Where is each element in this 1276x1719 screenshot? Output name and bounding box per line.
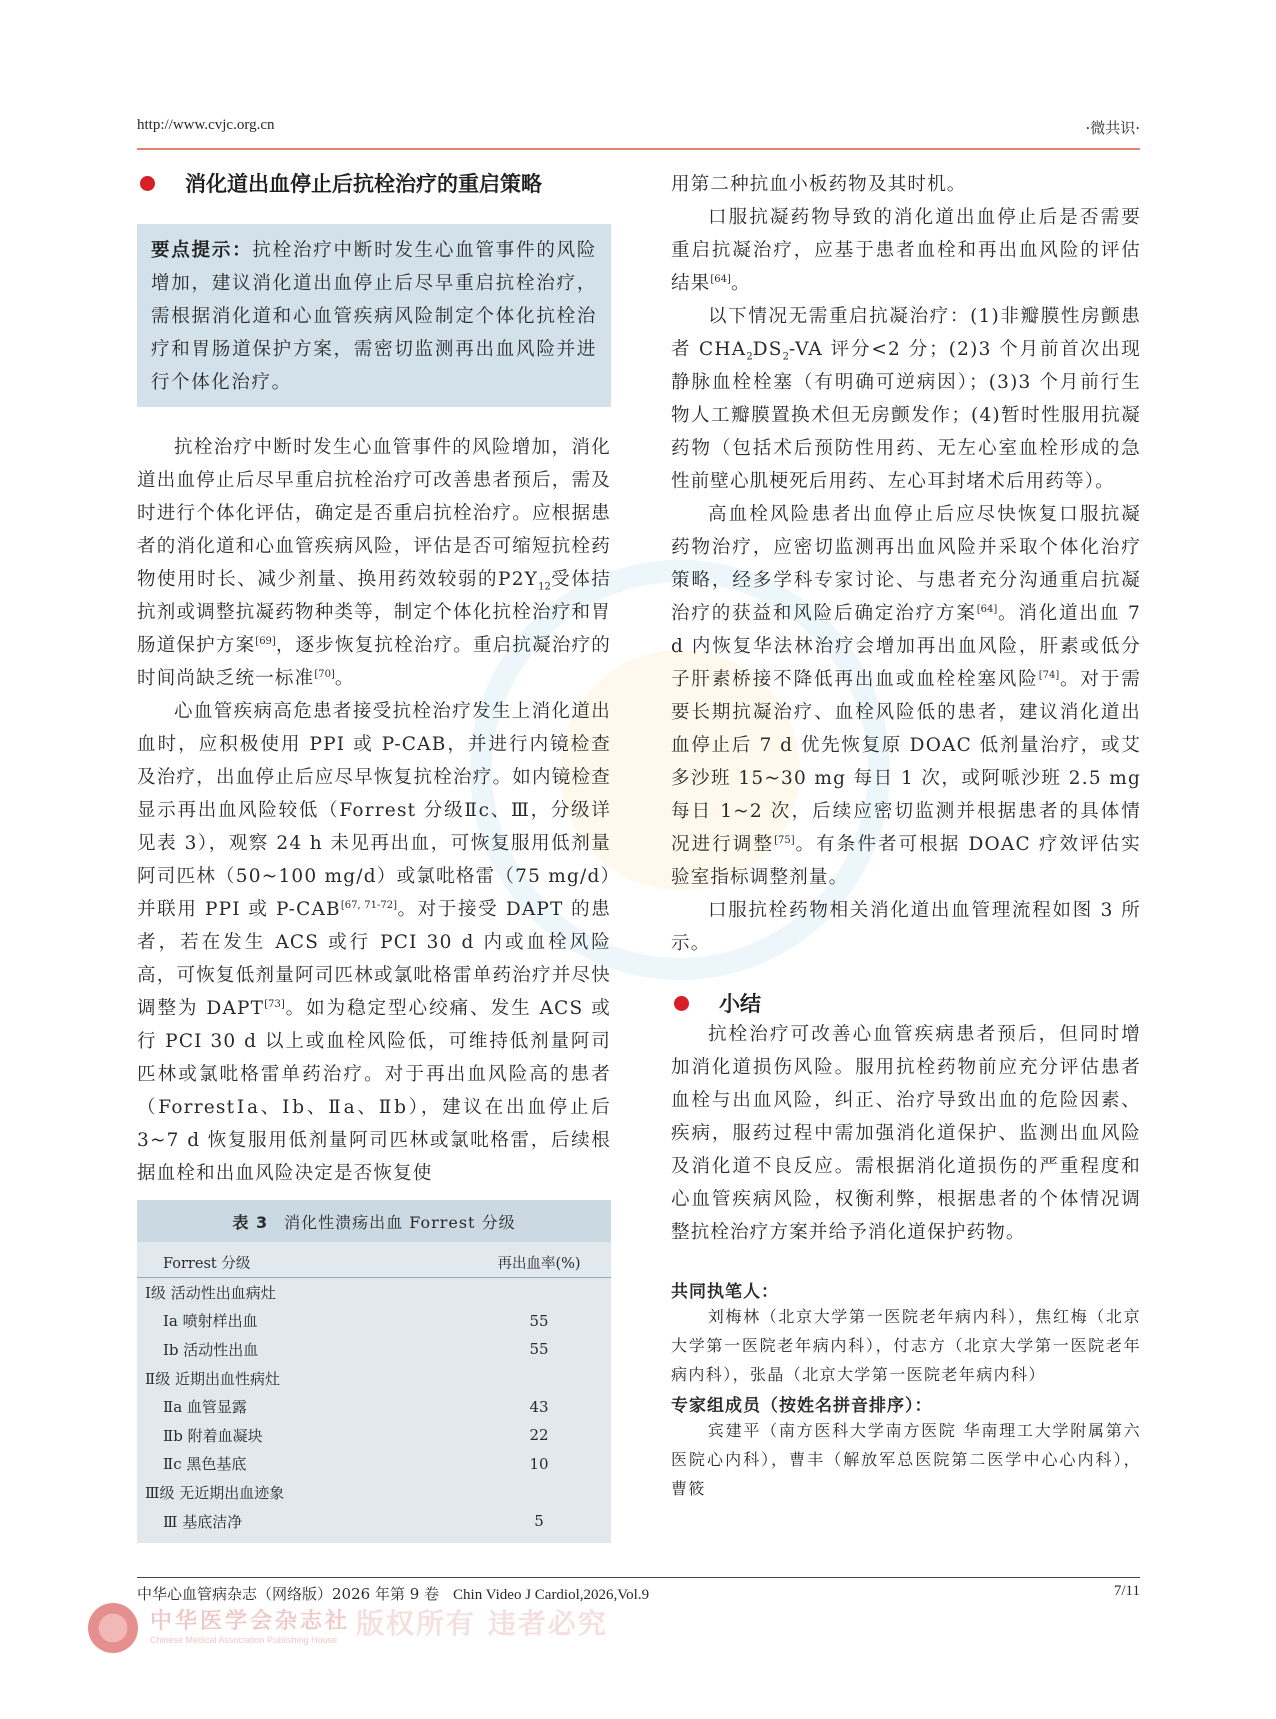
red-bullet-icon xyxy=(674,996,689,1011)
header-rule xyxy=(137,148,1140,150)
publisher-watermark-en: Chinese Medical Association Publishing House xyxy=(150,1635,338,1645)
coauthors-label: 共同执笔人： xyxy=(671,1282,779,1302)
footer-page-number: 7/11 xyxy=(1113,1583,1140,1599)
summary-paragraph: 抗栓治疗可改善心血管疾病患者预后，但同时增加消化道损伤风险。服用抗栓药物前应充分评估患者血栓与出血风险，纠正、治疗导致出血的危险因素、疾病，服药过程中需加强消化道保护、监测出血风险及消化道不良反应。需根据消化道损伤的严重程度和心血管疾病风险，权衡利弊，根据患者的个体情况调整抗栓治疗方案并给予消化道保护药物。 xyxy=(671,1024,1141,1243)
table-row: Ⅱa 血管显露 43 xyxy=(163,1397,549,1417)
reference[interactable]: [67, 71-72] xyxy=(340,899,398,911)
table-row: Ⅱb 附着血凝块 22 xyxy=(163,1426,549,1445)
reference[interactable]: [73] xyxy=(264,998,285,1010)
table-row: Ⅲ级 无近期出血迹象 xyxy=(145,1483,285,1502)
table-title: 消化性溃疡出血 Forrest 分级 xyxy=(284,1213,516,1232)
reference[interactable]: [64] xyxy=(976,603,998,615)
paragraph: 口服抗栓药物相关消化道出血管理流程如图 3 所示。 xyxy=(671,900,1141,954)
reference[interactable]: [69] xyxy=(255,635,276,647)
reference[interactable]: [74] xyxy=(1038,669,1060,681)
table-header-col2: 再出血率(%) xyxy=(497,1256,581,1272)
table-row: Ⅰa 喷射样出血 55 xyxy=(163,1311,549,1331)
header-tag: ·微共识· xyxy=(1085,119,1140,137)
key-points-box xyxy=(137,224,611,407)
key-points-text: 抗栓治疗中断时发生心血管事件的风险增加，建议消化道出血停止后尽早重启抗栓治疗，需根据消化道和心血管疾病风险制定个体化抗栓治疗和胃肠道保护方案，需密切监测再出血风险并进行个体化治疗。 xyxy=(151,240,597,393)
paragraph: 心血管疾病高危患者接受抗栓治疗发生上消化道出血时，应积极使用 PPI 或 P-CAB，并进行内镜检查及治疗，出血停止后应尽早恢复抗栓治疗。如内镜检查显示再出血风险较低（Forrest 分级Ⅱc、Ⅲ，分级详见表 3），观察 24 h 未见再出血，可恢复服用低剂量阿司匹林（50~100 mg/d）或氯吡格雷（75 mg/d）并联用 PPI 或 P-CAB[67, 71-72]。对于接受 DAPT 的患者，若在发生 ACS 或行 PCI 30 d 内或血栓风险高，可恢复低剂量阿司匹林或氯吡格雷单药治疗并尽快调整为 DAPT[73]。如为稳定型心绞痛、发生 ACS 或行 PCI 30 d 以上或血栓风险低，可维持低剂量阿司匹林或氯吡格雷单药治疗。对于再出血风险高的患者（ForrestⅠa、Ⅰb、Ⅱa、Ⅱb），建议在出血停止后 3~7 d 恢复服用低剂量阿司匹林或氯吡格雷，后续根据血栓和出血风险决定是否恢复使 xyxy=(137,701,611,1184)
publisher-watermark: 中华医学会杂志社 xyxy=(150,1608,351,1634)
footer-rule xyxy=(137,1577,1140,1578)
table-row: Ⅲ 基底洁净 5 xyxy=(163,1512,544,1531)
publisher-seal-icon xyxy=(88,1603,138,1653)
paragraph: 抗栓治疗中断时发生心血管事件的风险增加，消化道出血停止后尽早重启抗栓治疗可改善患者预后，需及时进行个体化评估，确定是否重启抗栓治疗。应根据患者的消化道和心血管疾病风险，评估是否可缩短抗栓药物使用时长、减少剂量、换用药效较弱的$P2Y_{12}$受体拮抗剂或调整抗凝药物种类等，制定个体化抗栓治疗和胃肠道保护方案[69]，逐步恢复抗栓治疗。重启抗凝治疗的时间尚缺乏统一标准[70]。 xyxy=(137,437,611,689)
experts-label: 专家组成员（按姓名拼音排序）： xyxy=(671,1396,933,1416)
red-bullet-icon xyxy=(140,176,155,191)
section-title xyxy=(137,168,611,198)
reference[interactable]: [64] xyxy=(710,273,731,285)
reference[interactable]: [75] xyxy=(774,834,795,846)
paragraph: 以下情况无需重启抗凝治疗：(1)非瓣膜性房颤患者 $CHA_2DS_2-VA$ 评分<2 分；(2)3 个月前首次出现静脉血栓栓塞（有明确可逆病因）；(3)3 个月前行生物人工瓣膜置换术但无房颤发作；(4)暂时性服用抗凝药物（包括术后预防性用药、无左心室血栓形成的急性前壁心肌梗死后用药、左心耳封堵术后用药等）。 xyxy=(671,306,1142,492)
table-number: 表 3 xyxy=(232,1213,269,1232)
paragraph: 用第二种抗血小板药物及其时机。 xyxy=(671,174,967,195)
summary-title-text: 小结 xyxy=(719,992,761,1016)
key-points-label: 要点提示： xyxy=(151,240,253,261)
experts-list: 宾建平（南方医科大学南方医院 华南理工大学附属第六医院心内科），曹丰（解放军总医院第二医学中心心内科），曹筱 xyxy=(671,1421,1141,1498)
section-title-text: 消化道出血停止后抗栓治疗的重启策略 xyxy=(185,172,542,196)
summary-title xyxy=(671,988,1141,1018)
left-column xyxy=(137,168,611,1543)
table-row: Ⅱ级 近期出血性病灶 xyxy=(145,1369,280,1388)
table-caption xyxy=(137,1200,611,1242)
table-row: Ⅰb 活动性出血 55 xyxy=(163,1340,549,1359)
footer-journal-en: Chin Video J Cardiol,2026,Vol.9 xyxy=(453,1587,650,1603)
paragraph: 高血栓风险患者出血停止后应尽快恢复口服抗凝药物治疗，应密切监测再出血风险并采取个体化治疗策略，经多学科专家讨论、与患者充分沟通重启抗凝治疗的获益和风险后确定治疗方案[64]。消化道出血 7 d 内恢复华法林治疗会增加再出血风险，肝素或低分子肝素桥接不降低再出血或血栓栓塞风险[74]。对于需要长期抗凝治疗、血栓风险低的患者，建议消化道出血停止后 7 d 优先恢复原 DOAC 低剂量治疗，或艾多沙班 15~30 mg 每日 1 次，或阿哌沙班 2.5 mg 每日 1~2 次，后续应密切监测并根据患者的具体情况进行调整[75]。有条件者可根据 DOAC 疗效评估实验室指标调整剂量。 xyxy=(671,504,1141,888)
coauthors-list: 刘梅林（北京大学第一医院老年病内科），焦红梅（北京大学第一医院老年病内科），付志方（北京大学第一医院老年病内科），张晶（北京大学第一医院老年病内科） xyxy=(671,1307,1141,1384)
table-header xyxy=(137,1242,611,1278)
footer-journal xyxy=(137,1583,649,1604)
header-url[interactable]: http://www.cvjc.org.cn xyxy=(137,117,275,133)
paragraph: 口服抗凝药物导致的消化道出血停止后是否需要重启抗凝治疗，应基于患者血栓和再出血风险的评估结果[64]。 xyxy=(671,207,1141,294)
copyright-watermark: 版权所有 违者必究 xyxy=(356,1607,608,1640)
forrest-table xyxy=(137,1200,611,1543)
table-header-col1: Forrest 分级 xyxy=(163,1256,251,1272)
footer-journal-cn: 中华心血管病杂志（网络版）2026 年第 9 卷 xyxy=(137,1585,440,1603)
right-column xyxy=(671,168,1141,1503)
table-row: Ⅱc 黑色基底 10 xyxy=(163,1454,549,1474)
table-row: Ⅰ级 活动性出血病灶 xyxy=(145,1283,276,1302)
reference[interactable]: [70] xyxy=(314,668,335,680)
